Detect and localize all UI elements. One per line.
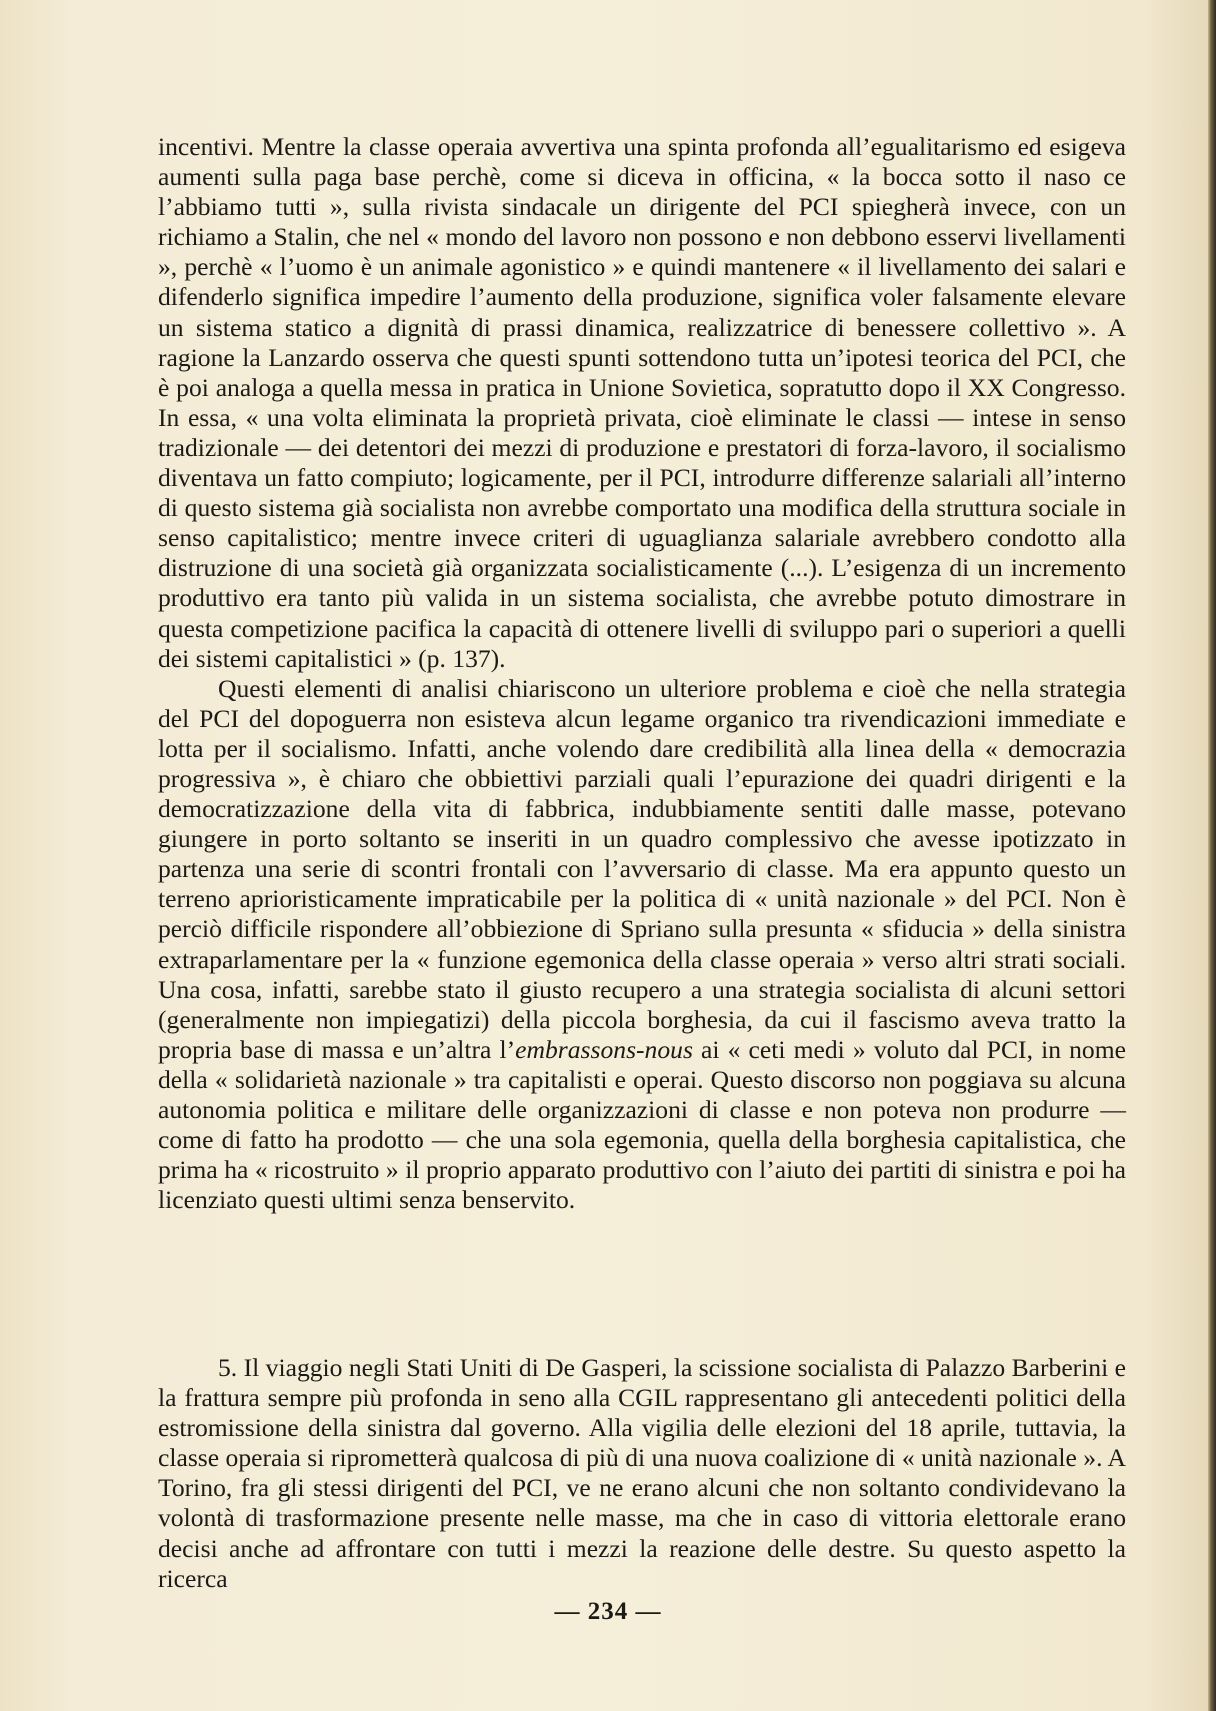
paragraph-analysis	[158, 674, 1126, 1216]
section-5	[158, 1353, 1126, 1594]
main-text-block	[158, 132, 1126, 1215]
paragraph-analysis-part2: ai « ceti medi » voluto dal PCI, in nome della « solidarietà nazionale » tra capitalisti e operai. Questo discorso non poggiava su alcuna autonomia politica e militare delle organizzazioni di classe e non poteva non produrre — come di fatto ha prodotto — che una sola egemonia, quella della borghesia capitalistica, che prima ha « ricostruito » il proprio apparato produttivo con l’aiuto dei partiti di sinistra e poi ha licenziato questi ultimi senza benservito.	[158, 1034, 1126, 1215]
page-number: — 234 —	[554, 1598, 662, 1625]
section-5-paragraph: 5. Il viaggio negli Stati Uniti di De Gasperi, la scissione socialista di Palazzo Barberini e la frattura sempre più profonda in seno alla CGIL rappresentano gli antecedenti politici della estromissione della sinistra dal governo. Alla vigilia delle elezioni del 18 aprile, tuttavia, la classe operaia si riprometterà qualcosa di più di una nuova coalizione di « unità nazionale ». A Torino, fra gli stessi dirigenti del PCI, ve ne erano alcuni che non soltanto condividevano la volontà di trasformazione presente nelle masse, ma che in caso di vittoria elettorale erano decisi anche ad affrontare con tutti i mezzi la reazione delle destre. Su questo aspetto la ricerca	[158, 1353, 1126, 1593]
paragraph-continuation: incentivi. Mentre la classe operaia avvertiva una spinta profonda all’egualitarismo ed esigeva aumenti sulla paga base perchè, come si diceva in officina, « la bocca sotto il naso ce l’abbiamo tutti », sulla rivista sindacale un dirigente del PCI spiegherà invece, con un richiamo a Stalin, che nel « mondo del lavoro non possono e non debbono esservi livellamenti », perchè « l’uomo è un animale agonistico » e quindi mantenere « il livellamento dei salari e difenderlo significa impedire l’aumento della produzione, significa voler falsamente elevare un sistema statico a dignità di prassi dinamica, realizzatrice di benessere collettivo ». A ragione la Lanzardo osserva che questi spunti sottendono tutta un’ipotesi teorica del PCI, che è poi analoga a quella messa in pratica in Unione Sovietica, sopratutto dopo il XX Congresso. In essa, « una volta eliminata la proprietà privata, cioè eliminate le classi — intese in senso tradizionale — dei detentori dei mezzi di produzione e prestatori di forza-lavoro, il socialismo diventava un fatto compiuto; logicamente, per il PCI, introdurre differenze salariali all’interno di questo sistema già socialista non avrebbe comportato una modifica della struttura sociale in senso capitalistico; mentre invece criteri di uguaglianza salariale avrebbero condotto alla distruzione di una società già organizzata socialisticamente (...). L’esigenza di un incremento produttivo era tanto più valida in un sistema socialista, che avrebbe potuto dimostrare in questa competizione pacifica la capacità di ottenere livelli di sviluppo pari o superiori a quelli dei sistemi capitalistici » (p. 137).	[158, 132, 1126, 673]
page-edge-shadow	[1208, 0, 1216, 1711]
italic-phrase: embrassons-nous	[515, 1034, 693, 1064]
paragraph-analysis-part1: Questi elementi di analisi chiariscono un ulteriore problema e cioè che nella strategia del PCI del dopoguerra non esisteva alcun legame organico tra rivendicazioni immediate e lotta per il socialismo. Infatti, anche volendo dare credibilità alla linea della « democrazia progressiva », è chiaro che obbiettivi parziali quali l’epurazione dei quadri dirigenti e la democratizzazione della vita di fabbrica, indubbiamente sentiti dalle masse, potevano giungere in porto soltanto se inseriti in un quadro complessivo che avesse ipotizzato in partenza una serie di scontri frontali con l’avversario di classe. Ma era appunto questo un terreno aprioristicamente impraticabile per la politica di « unità nazionale » del PCI. Non è perciò difficile rispondere all’obbiezione di Spriano sulla presunta « sfiducia » della sinistra extraparlamentare per la « funzione egemonica della classe operaia » verso altri strati sociali. Una cosa, infatti, sarebbe stato il giusto recupero a una strategia socialista di alcuni settori (generalmente non impiegatizi) della piccola borghesia, da cui il fascismo aveva tratto la propria base di massa e un’altra l’	[158, 673, 1126, 1064]
